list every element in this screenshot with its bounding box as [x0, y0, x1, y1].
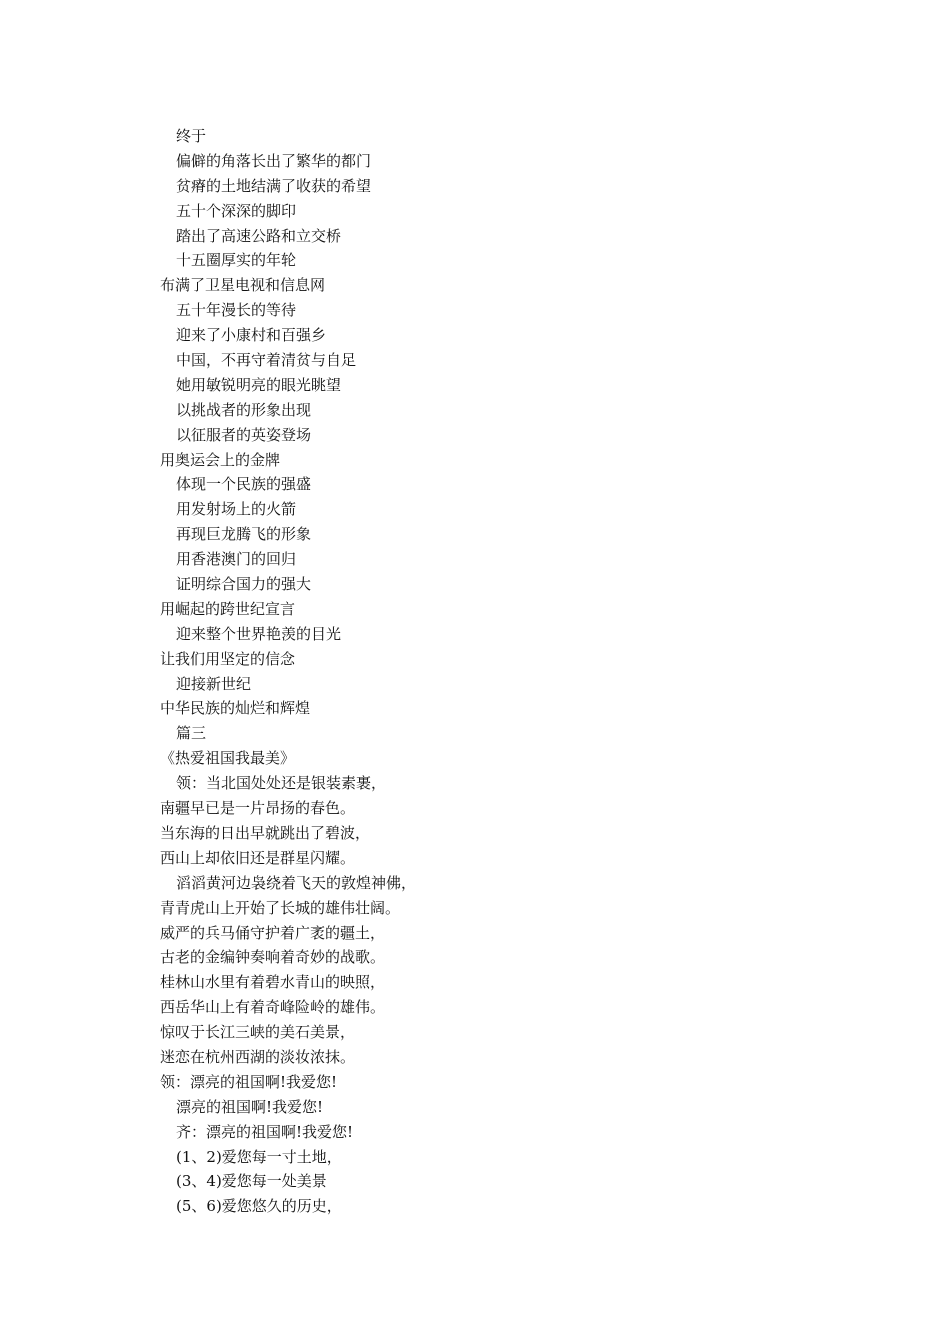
text-line: 齐：漂亮的祖国啊!我爱您!: [176, 1122, 354, 1141]
text-line: (5、6)爱您悠久的历史，: [176, 1197, 342, 1216]
text-line: 十五圈厚实的年轮: [176, 251, 297, 270]
text-line: 中国，不再守着清贫与自足: [176, 351, 357, 370]
text-line: 漂亮的祖国啊!我爱您!: [176, 1097, 324, 1116]
text-line: 以挑战者的形象出现: [176, 400, 312, 419]
text-line: 布满了卫星电视和信息网: [160, 276, 326, 295]
text-line: (1、2)爱您每一寸土地，: [176, 1147, 342, 1166]
text-line: 体现一个民族的强盛: [176, 475, 312, 494]
text-line: 古老的金编钟奏响着奇妙的战歌。: [160, 948, 386, 967]
text-line: 中华民族的灿烂和辉煌: [160, 699, 311, 718]
text-line: 当东海的日出早就跳出了碧波，: [160, 823, 371, 842]
text-line: 证明综合国力的强大: [176, 575, 312, 594]
text-line: 用发射场上的火箭: [176, 500, 297, 519]
text-line: 再现巨龙腾飞的形象: [176, 525, 312, 544]
text-line: 用香港澳门的回归: [176, 550, 297, 569]
text-line: 篇三: [176, 724, 207, 743]
text-line: 偏僻的角落长出了繁华的都门: [176, 151, 372, 170]
text-line: 迷恋在杭州西湖的淡妆浓抹。: [160, 1047, 356, 1066]
text-line: 领：漂亮的祖国啊!我爱您!: [160, 1072, 338, 1091]
text-line: (3、4)爱您每一处美景: [176, 1172, 327, 1191]
text-line: 以征服者的英姿登场: [176, 425, 312, 444]
text-line: 西山上却依旧还是群星闪耀。: [160, 848, 356, 867]
text-line: 《热爱祖国我最美》: [160, 749, 296, 768]
text-line: 终于: [176, 127, 207, 145]
text-line: 南疆早已是一片昂扬的春色。: [160, 799, 356, 818]
text-line: 桂林山水里有着碧水青山的映照，: [160, 973, 386, 992]
text-line: 用崛起的跨世纪宣言: [160, 599, 296, 618]
text-line: 用奥运会上的金牌: [160, 450, 281, 469]
text-line: 惊叹于长江三峡的美石美景，: [160, 1023, 356, 1042]
text-line: 贫瘠的土地结满了收获的希望: [176, 176, 372, 195]
text-line: 迎来整个世界艳羡的目光: [176, 624, 342, 643]
text-line: 西岳华山上有着奇峰险岭的雄伟。: [160, 998, 386, 1017]
text-line: 滔滔黄河边袅绕着飞天的敦煌神佛，: [176, 873, 417, 892]
text-line: 让我们用坚定的信念: [160, 649, 296, 668]
text-line: 五十年漫长的等待: [176, 301, 297, 320]
text-line: 领：当北国处处还是银装素裹，: [176, 774, 387, 793]
text-line: 她用敏锐明亮的眼光眺望: [176, 375, 342, 394]
text-line: 迎接新世纪: [176, 674, 252, 693]
text-line: 青青虎山上开始了长城的雄伟壮阔。: [160, 898, 401, 917]
text-line: 踏出了高速公路和立交桥: [176, 226, 342, 245]
text-line: 五十个深深的脚印: [176, 201, 297, 220]
poem-text-block: [160, 124, 416, 1219]
text-line: 威严的兵马俑守护着广袤的疆土，: [160, 923, 386, 942]
text-line: 迎来了小康村和百强乡: [176, 326, 327, 345]
